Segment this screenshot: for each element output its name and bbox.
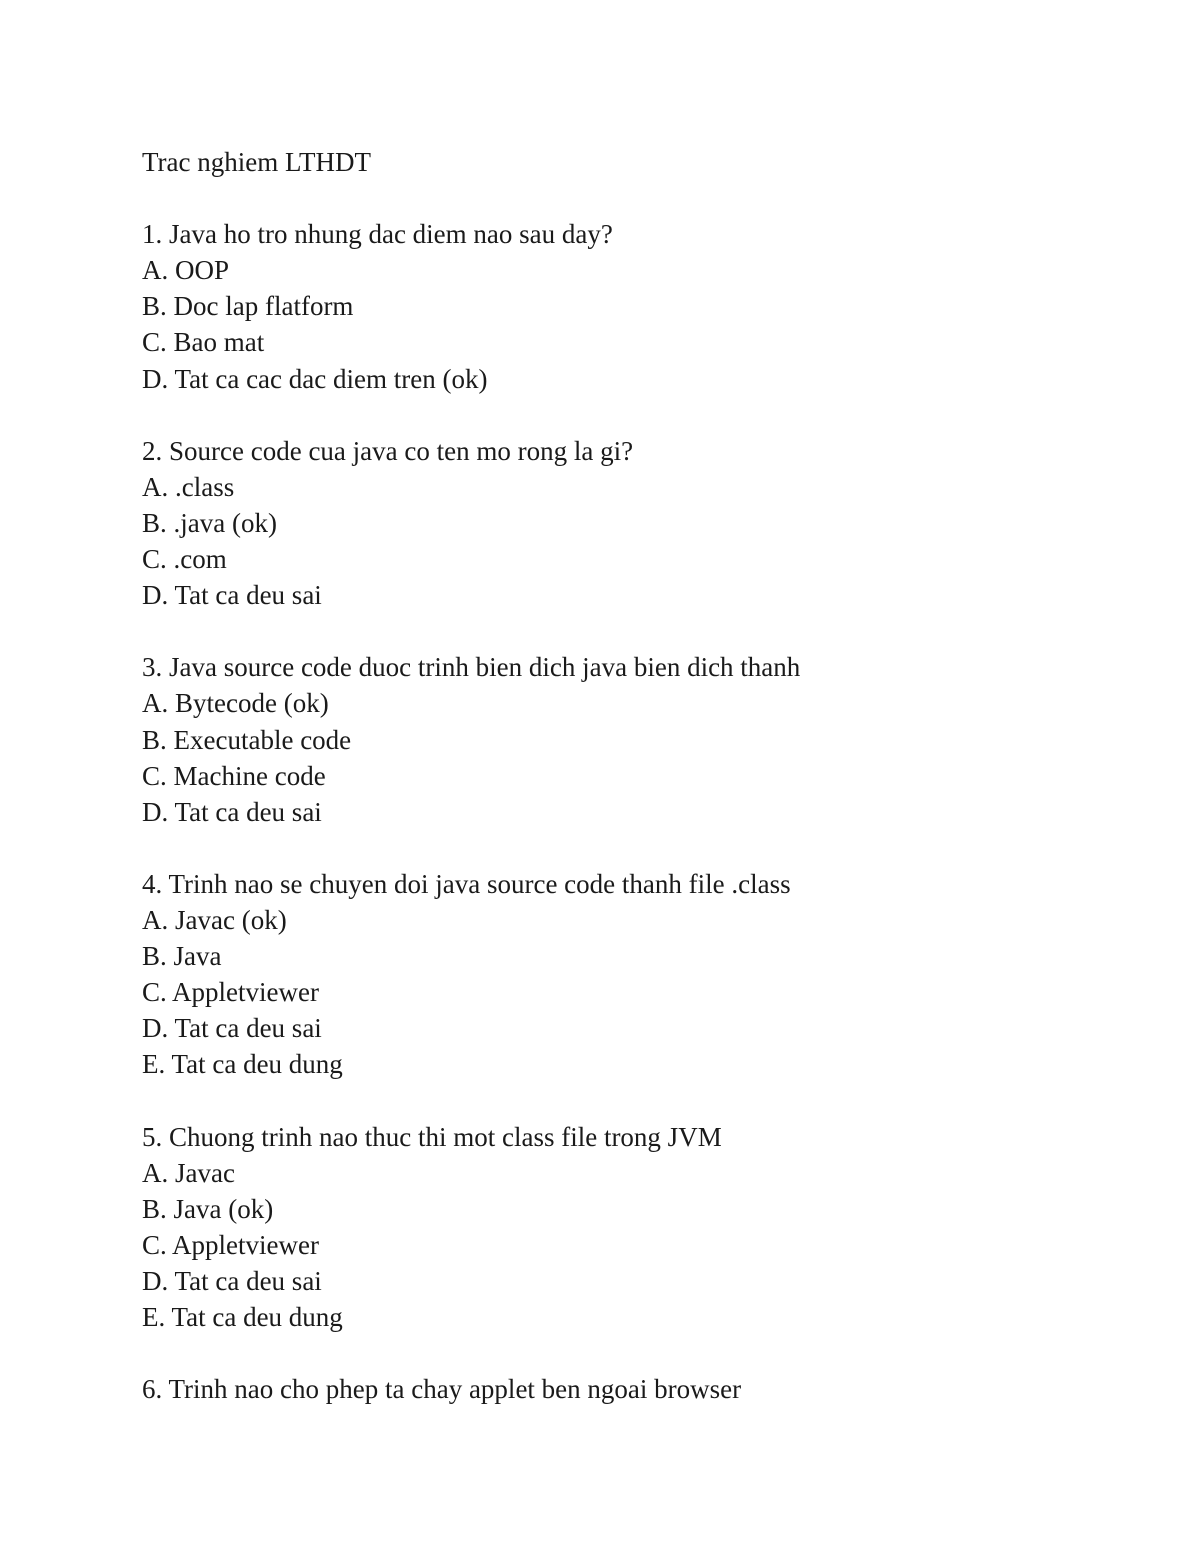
answer-option: B. Doc lap flatform xyxy=(142,291,354,322)
answer-option: C. Appletviewer xyxy=(142,977,319,1008)
answer-option: A. OOP xyxy=(142,255,230,286)
answer-option: D. Tat ca cac dac diem tren (ok) xyxy=(142,363,488,394)
answer-option: E. Tat ca deu dung xyxy=(142,1049,343,1080)
answer-option: C. .com xyxy=(142,544,227,575)
answer-option: C. Machine code xyxy=(142,760,326,791)
answer-option: D. Tat ca deu sai xyxy=(142,580,322,611)
question-block-1 xyxy=(142,216,1102,396)
question-text: 3. Java source code duoc trinh bien dich java bien dich thanh xyxy=(142,652,801,683)
question-block-3 xyxy=(142,649,1102,829)
question-text: 1. Java ho tro nhung dac diem nao sau day? xyxy=(142,219,613,250)
blank-line xyxy=(142,1335,1102,1371)
question-text: 6. Trinh nao cho phep ta chay applet ben ngoai browser xyxy=(142,1374,742,1405)
document-title: Trac nghiem LTHDT xyxy=(142,147,371,177)
answer-option: B. Java xyxy=(142,941,222,972)
blank-line xyxy=(142,397,1102,433)
answer-option: C. Appletviewer xyxy=(142,1229,319,1260)
answer-option: D. Tat ca deu sai xyxy=(142,1013,322,1044)
question-text: 2. Source code cua java co ten mo rong la gi? xyxy=(142,435,634,466)
question-text: 5. Chuong trinh nao thuc thi mot class file trong JVM xyxy=(142,1121,722,1152)
answer-option: D. Tat ca deu sai xyxy=(142,796,322,827)
answer-option: C. Bao mat xyxy=(142,327,265,358)
question-block-5 xyxy=(142,1119,1102,1336)
question-text: 4. Trinh nao se chuyen doi java source code thanh file .class xyxy=(142,868,791,899)
answer-option: A. Bytecode (ok) xyxy=(142,688,329,719)
answer-option: B. Java (ok) xyxy=(142,1193,274,1224)
blank-line xyxy=(142,180,1102,216)
question-block-2 xyxy=(142,433,1102,613)
question-block-6 xyxy=(142,1371,1102,1407)
answer-option: A. .class xyxy=(142,471,235,502)
answer-option: A. Javac xyxy=(142,1157,235,1188)
blank-line xyxy=(142,830,1102,866)
blank-line xyxy=(142,1082,1102,1118)
document-content xyxy=(142,144,1102,1407)
answer-option: A. Javac (ok) xyxy=(142,904,287,935)
answer-option: B. .java (ok) xyxy=(142,507,277,538)
answer-option: D. Tat ca deu sai xyxy=(142,1265,322,1296)
blank-line xyxy=(142,613,1102,649)
answer-option: E. Tat ca deu dung xyxy=(142,1302,343,1332)
answer-option: B. Executable code xyxy=(142,724,352,755)
question-block-4 xyxy=(142,866,1102,1083)
